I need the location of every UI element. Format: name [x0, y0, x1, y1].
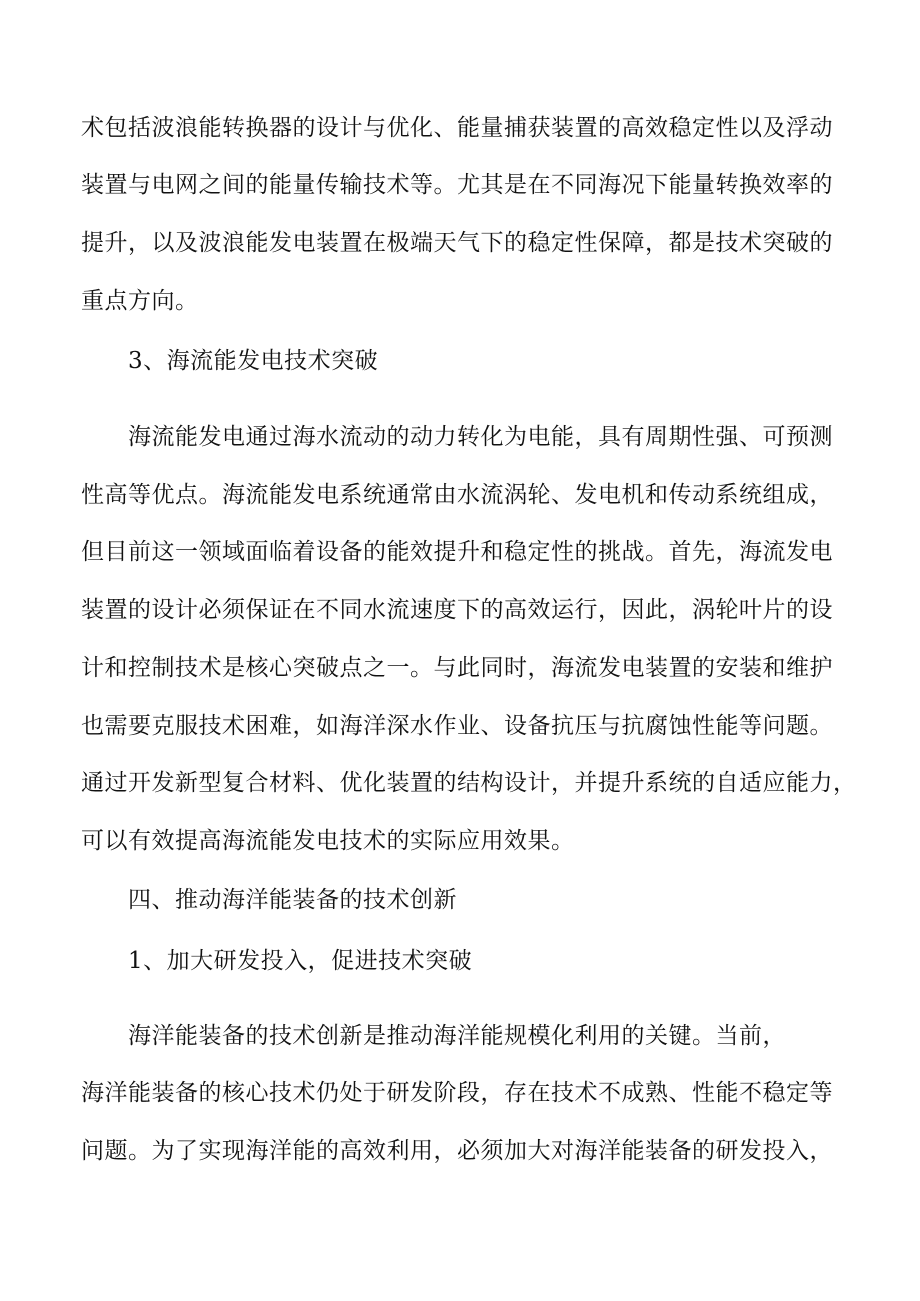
paragraph-line: 但目前这一领域面临着设备的能效提升和稳定性的挑战。首先，海流发电: [81, 539, 833, 565]
paragraph-line: 装置的设计必须保证在不同水流速度下的高效运行，因此，涡轮叶片的设: [81, 597, 833, 623]
paragraph-line: 海洋能装备的核心技术仍处于研发阶段，存在技术不成熟、性能不稳定等: [81, 1080, 833, 1106]
paragraph-line: 术包括波浪能转换器的设计与优化、能量捕获装置的高效稳定性以及浮动: [81, 115, 833, 141]
subsection-heading: 3、海流能发电技术突破: [128, 348, 379, 374]
paragraph-line: 计和控制技术是核心突破点之一。与此同时，海流发电装置的安装和维护: [81, 655, 833, 681]
paragraph-line: 通过开发新型复合材料、优化装置的结构设计，并提升系统的自适应能力，: [81, 770, 857, 796]
paragraph-line: 装置与电网之间的能量传输技术等。尤其是在不同海况下能量转换效率的: [81, 172, 833, 198]
paragraph-line: 海流能发电通过海水流动的动力转化为电能，具有周期性强、可预测: [128, 424, 833, 450]
paragraph-line: 问题。为了实现海洋能的高效利用，必须加大对海洋能装备的研发投入，: [81, 1138, 833, 1164]
paragraph-line: 可以有效提高海流能发电技术的实际应用效果。: [81, 828, 575, 854]
section-heading: 四、推动海洋能装备的技术创新: [128, 887, 457, 913]
subsection-heading: 1、加大研发投入，促进技术突破: [128, 948, 473, 974]
paragraph-line: 海洋能装备的技术创新是推动海洋能规模化利用的关键。当前，: [128, 1023, 786, 1049]
paragraph-line: 重点方向。: [81, 288, 199, 314]
paragraph-line: 也需要克服技术困难，如海洋深水作业、设备抗压与抗腐蚀性能等问题。: [81, 713, 833, 739]
paragraph-line: 性高等优点。海流能发电系统通常由水流涡轮、发电机和传动系统组成，: [81, 482, 833, 508]
paragraph-line: 提升，以及波浪能发电装置在极端天气下的稳定性保障，都是技术突破的: [81, 230, 833, 256]
